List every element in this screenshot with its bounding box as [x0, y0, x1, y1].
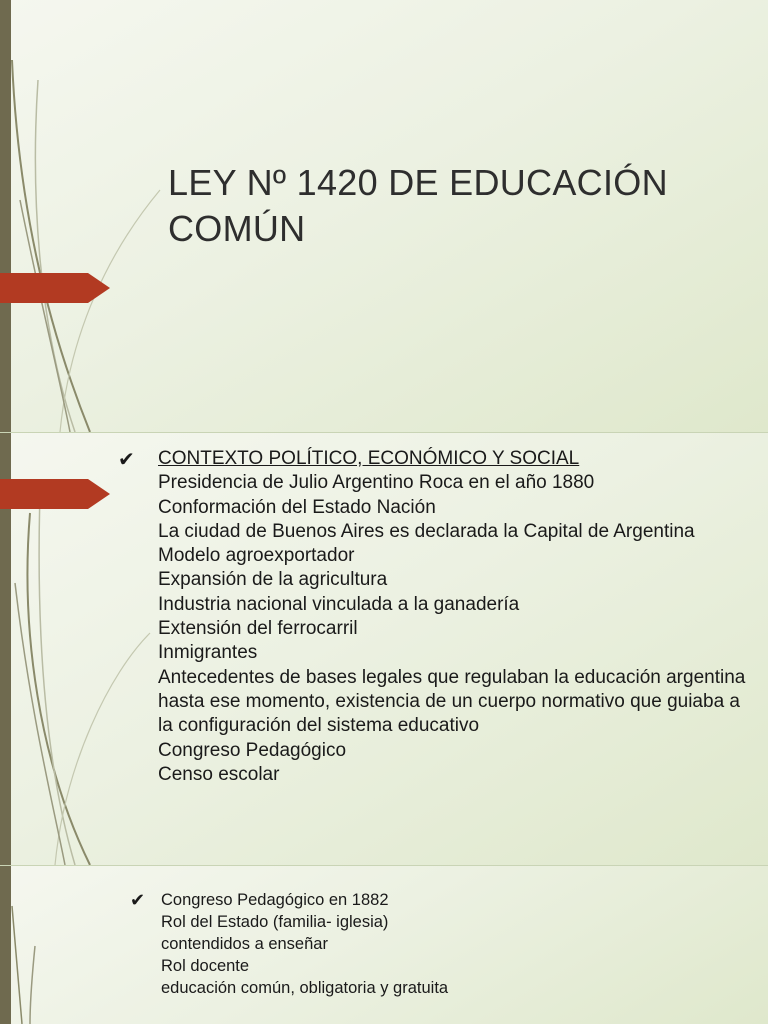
list-item: Congreso Pedagógico en 1882	[161, 891, 389, 909]
slide-title-text: LEY Nº 1420 DE EDUCACIÓN COMÚN	[168, 162, 668, 249]
slide-context	[0, 433, 768, 865]
accent-tab	[0, 273, 110, 303]
checkmark-icon: ✔	[118, 449, 135, 471]
list-item: Inmigrantes	[158, 642, 258, 664]
list-item: La ciudad de Buenos Aires es declarada la Capital de Argentina	[158, 520, 695, 542]
list-item: Antecedentes de bases legales que regulaban la educación argentina hasta ese momento, existencia de un cuerpo normativo que guiaba a la configuración del sistema educativo	[158, 666, 746, 737]
slide-title	[0, 0, 768, 432]
congress-list	[161, 889, 721, 999]
list-item: Rol del Estado (familia- iglesia)	[161, 913, 389, 931]
slide-congress	[0, 866, 768, 1024]
context-list	[158, 447, 748, 787]
context-heading: CONTEXTO POLÍTICO, ECONÓMICO Y SOCIAL	[158, 448, 580, 469]
list-item: Industria nacional vinculada a la ganadería	[158, 593, 520, 615]
accent-tab	[0, 479, 110, 509]
list-item: contendidos a enseñar	[161, 935, 328, 953]
list-item: Expansión de la agricultura	[158, 569, 388, 591]
list-item: Censo escolar	[158, 763, 280, 785]
list-item: educación común, obligatoria y gratuita	[161, 979, 449, 997]
list-item: Rol docente	[161, 957, 250, 975]
list-item: Conformación del Estado Nación	[158, 496, 436, 518]
list-item: Modelo agroexportador	[158, 545, 355, 567]
checkmark-icon: ✔	[130, 890, 146, 910]
list-item: Extensión del ferrocarril	[158, 618, 358, 640]
list-item: Presidencia de Julio Argentino Roca en el año 1880	[158, 472, 595, 494]
list-item: Congreso Pedagógico	[158, 739, 347, 761]
